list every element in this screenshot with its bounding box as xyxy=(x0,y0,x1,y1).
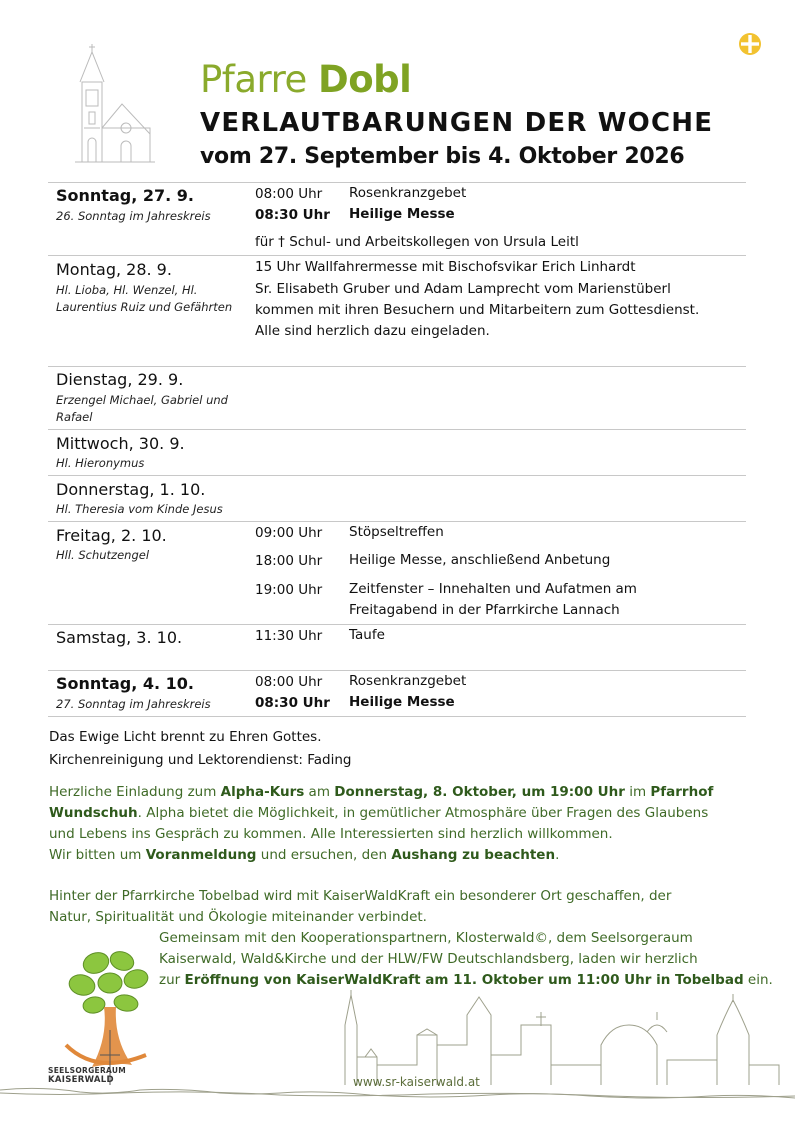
event-line: Alle sind herzlich dazu eingeladen. xyxy=(255,323,490,339)
divider xyxy=(48,475,746,476)
time-label: 18:00 Uhr xyxy=(255,553,323,569)
logo-text-top: SEELSORGERAUM xyxy=(48,1066,127,1075)
time-label: 08:00 Uhr xyxy=(255,186,323,202)
event-label: Taufe xyxy=(349,627,385,643)
divider xyxy=(48,429,746,430)
feast-label: Hl. Theresia vom Kinde Jesus xyxy=(56,502,223,516)
intention-label: für † Schul- und Arbeitskollegen von Ursula Leitl xyxy=(255,234,579,250)
event-label: Zeitfenster – Innehalten und Aufatmen am Freitagabend in der Pfarrkirche Lannach xyxy=(349,581,637,618)
cleaning-note: Kirchenreinigung und Lektorendienst: Fading xyxy=(49,752,352,768)
event-line: 15 Uhr Wallfahrermesse mit Bischofsvikar Erich Linhardt xyxy=(255,259,636,275)
feast-label: Hl. Hieronymus xyxy=(56,456,145,470)
divider xyxy=(48,366,746,367)
day-label: Mittwoch, 30. 9. xyxy=(56,434,185,453)
event-label: Heilige Messe xyxy=(349,206,455,222)
day-label: Dienstag, 29. 9. xyxy=(56,370,184,389)
event-line: kommen mit ihren Besuchern und Mitarbeitern zum Gottesdienst. xyxy=(255,302,700,318)
feast-label: 27. Sonntag im Jahreskreis xyxy=(56,697,211,711)
divider xyxy=(48,716,746,717)
event-label: Heilige Messe, anschließend Anbetung xyxy=(349,552,611,568)
time-label: 08:00 Uhr xyxy=(255,674,323,690)
day-label: Samstag, 3. 10. xyxy=(56,628,183,647)
page-title: VERLAUTBARUNGEN DER WOCHE xyxy=(200,108,714,138)
feast-label: Hl. Lioba, Hl. Wenzel, Hl. Laurentius Ruiz und Gefährten xyxy=(56,283,233,314)
event-label: Rosenkranzgebet xyxy=(349,673,467,689)
event-label: Rosenkranzgebet xyxy=(349,185,467,201)
feast-label: Erzengel Michael, Gabriel und Rafael xyxy=(56,393,228,424)
day-label: Montag, 28. 9. xyxy=(56,260,172,279)
church-outline-icon xyxy=(70,42,160,167)
divider xyxy=(48,255,746,256)
day-label: Freitag, 2. 10. xyxy=(56,526,167,545)
time-label: 08:30 Uhr xyxy=(255,207,330,223)
website-link[interactable]: www.sr-kaiserwald.at xyxy=(353,1075,480,1089)
cross-circle-icon xyxy=(738,32,762,56)
day-label: Sonntag, 4. 10. xyxy=(56,674,194,693)
day-label: Sonntag, 27. 9. xyxy=(56,186,194,205)
event-line: Sr. Elisabeth Gruber und Adam Lamprecht vom Marienstüberl xyxy=(255,281,671,297)
time-label: 11:30 Uhr xyxy=(255,628,323,644)
logo-text-bottom: KAISERWALD xyxy=(48,1075,114,1085)
time-label: 08:30 Uhr xyxy=(255,695,330,711)
time-label: 09:00 Uhr xyxy=(255,525,323,541)
day-label: Donnerstag, 1. 10. xyxy=(56,480,206,499)
feast-label: Hll. Schutzengel xyxy=(56,548,150,562)
parish-name: Pfarre Dobl xyxy=(200,58,412,101)
event-label: Stöpseltreffen xyxy=(349,524,444,540)
eternal-light-note: Das Ewige Licht brennt zu Ehren Gottes. xyxy=(49,729,322,745)
feast-label: 26. Sonntag im Jahreskreis xyxy=(56,209,211,223)
time-label: 19:00 Uhr xyxy=(255,582,323,598)
page-subtitle: vom 27. September bis 4. Oktober 2026 xyxy=(200,144,685,169)
event-label: Heilige Messe xyxy=(349,694,455,710)
